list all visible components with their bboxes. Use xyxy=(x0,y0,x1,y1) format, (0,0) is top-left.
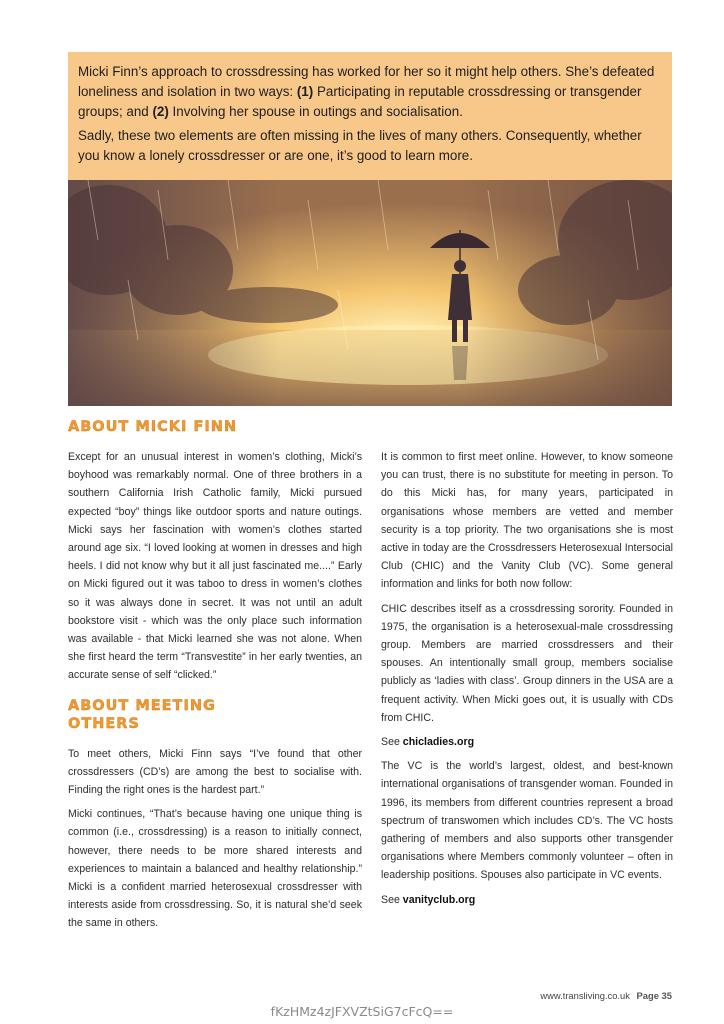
heading-about-micki: ABOUT MICKI FINN xyxy=(68,419,238,435)
intro-paragraph-2: Sadly, these two elements are often missing in the lives of many others. Consequently, whether you know a lonely crossdresser or are one, it’s good to learn more. xyxy=(78,128,642,163)
page-number: Page 35 xyxy=(636,990,672,1001)
intro-text-b: Participating in reputable crossdressing or transgender groups; and xyxy=(78,84,642,119)
see-label: See xyxy=(381,736,403,749)
about-micki-paragraph: Except for an unusual interest in women’s clothing, Micki’s boyhood was remarkably normal. One of three brothers in a southern California Irish Catholic family, Micki pursued expected “boy” things like outdoor sports and nature outings. Micki says her fascination with women’s clothes started around age six. “I loved looking at women in dresses and high heels. I did not know why but it all just fascinated me....” Early on Micki figured out it was taboo to dress in women’s clothes so it was always done in secret. It was not until an adult bookstore visit - which was the only place such information was available - that Micki learned she was not alone. When she first heard the term “Transvestite” in her early twenties, an accurate sense of self “clicked.” xyxy=(68,451,362,682)
umbrella-rain-illustration xyxy=(68,180,672,406)
right-column xyxy=(381,448,673,915)
heading-line-1: ABOUT MEETING xyxy=(68,697,216,714)
document-code: fKzHMz4zJFXVZtSiG7cFcQ== xyxy=(270,1004,454,1019)
intro-text-c: Involving her spouse in outings and socialisation. xyxy=(168,104,463,119)
vc-paragraph: The VC is the world’s largest, oldest, and best-known international organisations of transgender woman. Founded in 1996, its members from different countries represent a broad spectrum of transwomen which includes CD’s. The VC hosts gathering of members and also supports other transgender organisations where Members commonly volunteer – often in leadership positions. Spouses also participate in VC events. xyxy=(381,760,673,882)
see-label: See xyxy=(381,893,403,906)
chic-link[interactable]: chicladies.org xyxy=(402,736,475,749)
see-chic-line xyxy=(381,733,673,751)
heading-line-2: OTHERS xyxy=(68,715,140,732)
about-meeting-paragraph-2: Micki continues, “That’s because having one unique thing is common (i.e., crossdressing) is a reason to initially connect, however, there needs to be more shared interests and experiences to maintain a balanced and healthy relationship.” Micki is a confident married heterosexual crossdresser with interests aside from crossdressing. So, it is natural she’d seek the same in others. xyxy=(68,808,362,930)
intro-box xyxy=(68,52,672,180)
footer xyxy=(540,990,672,1001)
left-column xyxy=(68,418,362,939)
intro-text-a: Micki Finn’s approach to crossdressing has worked for her so it might help others. She’s defeated loneliness and isolation in two ways: xyxy=(78,64,655,99)
hero-painting xyxy=(68,180,672,406)
marker-1: (1) xyxy=(296,84,314,99)
meeting-online-paragraph: It is common to first meet online. However, to know someone you can trust, there is no substitute for meeting in person. To do this Micki has, for many years, participated in organisations whose members are vetted and member security is a top priority. The two organisations she is most active in today are the Crossdressers Heterosexual Intersocial Club (CHIC) and the Vanity Club (VC). Some general information and links for both now follow: xyxy=(381,451,673,591)
heading-about-meeting xyxy=(68,697,362,733)
see-vc-line xyxy=(381,891,673,909)
marker-2: (2) xyxy=(152,104,169,119)
about-meeting-paragraph-1: To meet others, Micki Finn says “I’ve found that other crossdressers (CD’s) are among the best to socialise with. Finding the right ones is the hardest part.” xyxy=(68,747,362,797)
site-url[interactable]: www.transliving.co.uk xyxy=(540,990,630,1001)
intro-paragraph-1 xyxy=(78,62,662,122)
vanityclub-link[interactable]: vanityclub.org xyxy=(402,893,476,906)
chic-paragraph: CHIC describes itself as a crossdressing sorority. Founded in 1975, the organisation is a heterosexual-male crossdressing group. Members are married crossdressers and their spouses. An intentionally small group, members socialise publicly as ‘ladies with class’. Group dinners in the USA are a frequent activity. When Micki goes out, it is usually with CDs from CHIC. xyxy=(381,602,673,724)
